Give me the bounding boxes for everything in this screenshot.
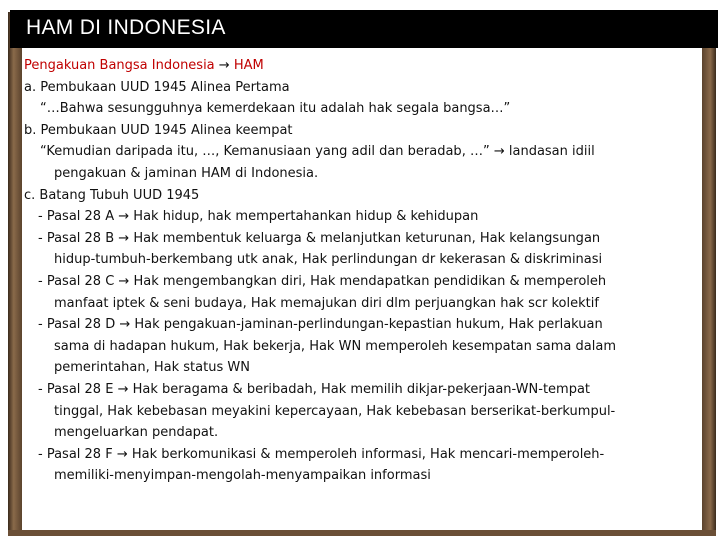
pasal-label: - Pasal 28 D xyxy=(38,317,116,333)
pasal-text-cont: pemerintahan, Hak status WN xyxy=(54,360,250,376)
body-text xyxy=(24,55,698,487)
pasal-item xyxy=(24,271,698,293)
pasal-text: Hak membentuk keluarga & melanjutkan keturunan, Hak kelangsungan xyxy=(133,230,601,246)
item-b-quote-result: landasan idiil xyxy=(508,144,595,160)
frame-right-border xyxy=(702,12,716,534)
right-arrow-icon: → xyxy=(493,144,505,160)
item-b-quote: “Kemudian daripada itu, …, Kemanusiaan yang adil dan beradab, …” xyxy=(40,144,490,160)
pasal-item xyxy=(24,228,698,250)
content-area xyxy=(24,48,700,530)
pasal-text-cont: manfaat iptek & seni budaya, Hak memajukan diri dlm perjuangkan hak scr kolektif xyxy=(54,295,599,311)
title-bar xyxy=(10,10,718,48)
heading-text: Pengakuan Bangsa Indonesia xyxy=(24,58,215,73)
pasal-text: Hak hidup, hak mempertahankan hidup & kehidupan xyxy=(133,209,479,225)
slide-title: HAM DI INDONESIA xyxy=(26,16,226,39)
pasal-item xyxy=(24,444,698,466)
heading-line xyxy=(24,55,698,77)
right-arrow-icon: → xyxy=(218,58,230,73)
pasal-label: - Pasal 28 C xyxy=(38,273,115,289)
pasal-text-cont: hidup-tumbuh-berkembang utk anak, Hak perlindungan dr kekerasan & diskriminasi xyxy=(54,252,603,268)
item-b-quote-line xyxy=(24,141,698,163)
frame-left-border xyxy=(8,12,22,534)
right-arrow-icon: → xyxy=(117,381,129,397)
item-c-label: c. Batang Tubuh UUD 1945 xyxy=(24,187,200,203)
right-arrow-icon: → xyxy=(116,446,128,462)
pasal-list xyxy=(24,206,698,487)
pasal-text: Hak mengembangkan diri, Hak mendapatkan pendidikan & memperoleh xyxy=(133,273,607,289)
pasal-text-cont: memiliki-menyimpan-mengolah-menyampaikan informasi xyxy=(54,468,431,484)
item-a-label: a. Pembukaan UUD 1945 Alinea Pertama xyxy=(24,79,290,95)
right-arrow-icon: → xyxy=(119,317,131,333)
frame-bottom-border xyxy=(8,530,716,536)
pasal-label: - Pasal 28 E xyxy=(38,381,114,397)
item-b-label: b. Pembukaan UUD 1945 Alinea keempat xyxy=(24,122,293,138)
pasal-text: Hak berkomunikasi & memperoleh informasi, Hak mencari-memperoleh- xyxy=(131,446,605,462)
right-arrow-icon: → xyxy=(118,273,130,289)
right-arrow-icon: → xyxy=(118,209,130,225)
pasal-label: - Pasal 28 A xyxy=(38,209,115,225)
pasal-text: Hak pengakuan-jaminan-perlindungan-kepastian hukum, Hak perlakuan xyxy=(134,317,603,333)
item-a-quote: “…Bahwa sesungguhnya kemerdekaan itu adalah hak segala bangsa…” xyxy=(40,101,511,117)
pasal-label: - Pasal 28 B xyxy=(38,230,115,246)
pasal-text-cont: tinggal, Hak kebebasan meyakini kepercayaan, Hak kebebasan berserikat-berkumpul- xyxy=(54,403,616,419)
pasal-text-cont: mengeluarkan pendapat. xyxy=(54,425,219,441)
pasal-text: Hak beragama & beribadah, Hak memilih dikjar-pekerjaan-WN-tempat xyxy=(132,381,591,397)
pasal-item xyxy=(24,314,698,336)
heading-target: HAM xyxy=(233,58,264,73)
pasal-label: - Pasal 28 F xyxy=(38,446,113,462)
item-b-quote-cont: pengakuan & jaminan HAM di Indonesia. xyxy=(54,165,319,181)
pasal-text-cont: sama di hadapan hukum, Hak bekerja, Hak WN memperoleh kesempatan sama dalam xyxy=(54,338,616,354)
right-arrow-icon: → xyxy=(118,230,130,246)
pasal-item xyxy=(24,206,698,228)
pasal-item xyxy=(24,379,698,401)
